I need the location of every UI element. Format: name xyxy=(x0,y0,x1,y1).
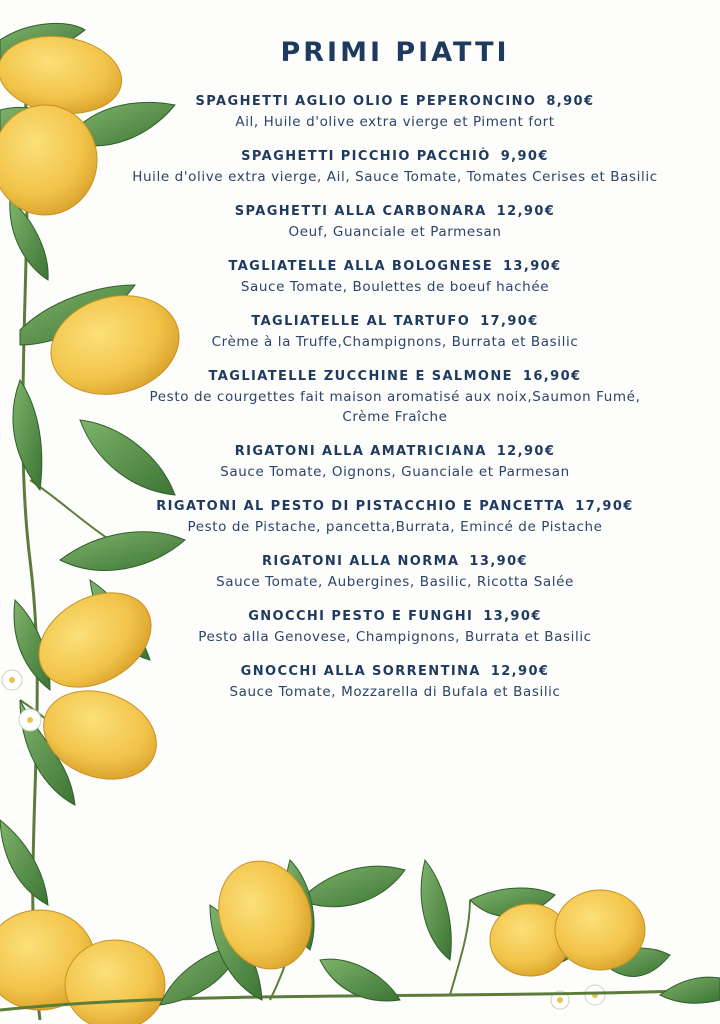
dish-price: 12,90€ xyxy=(496,444,556,459)
menu-item xyxy=(130,607,660,647)
dish-name: RIGATONI ALLA AMATRICIANA xyxy=(234,444,487,459)
menu-item xyxy=(130,552,660,592)
dish-price: 8,90€ xyxy=(546,94,595,109)
dish-name: GNOCCHI PESTO E FUNGHI xyxy=(248,609,474,624)
dish-name: RIGATONI ALLA NORMA xyxy=(261,554,460,569)
dish-heading xyxy=(130,312,660,332)
dish-description: Sauce Tomate, Mozzarella di Bufala et Basilic xyxy=(229,684,561,700)
dish-name: SPAGHETTI ALLA CARBONARA xyxy=(234,204,487,219)
menu-item xyxy=(130,147,660,187)
dish-description: Pesto de courgettes fait maison aromatisé aux noix,Saumon Fumé, Crème Fraîche xyxy=(149,389,641,425)
menu-content xyxy=(130,36,660,717)
dish-heading xyxy=(130,607,660,627)
dish-price: 17,90€ xyxy=(575,499,634,514)
dish-description: Pesto alla Genovese, Champignons, Burrata et Basilic xyxy=(198,629,592,645)
dish-description: Oeuf, Guanciale et Parmesan xyxy=(288,224,502,240)
dish-name: TAGLIATELLE ZUCCHINE E SALMONE xyxy=(208,369,513,384)
dish-name: TAGLIATELLE ALLA BOLOGNESE xyxy=(228,259,494,274)
dish-price: 12,90€ xyxy=(496,204,556,219)
dish-heading xyxy=(130,367,660,387)
menu-item xyxy=(130,442,660,482)
dish-name: RIGATONI AL PESTO DI PISTACCHIO E PANCETTA xyxy=(156,499,566,514)
dish-name: TAGLIATELLE AL TARTUFO xyxy=(251,314,471,329)
dish-description: Pesto de Pistache, pancetta,Burrata, Emincé de Pistache xyxy=(187,519,603,535)
dish-heading xyxy=(130,257,660,277)
dish-price: 9,90€ xyxy=(500,149,549,164)
menu-item xyxy=(130,257,660,297)
dish-heading xyxy=(130,662,660,682)
menu-item xyxy=(130,662,660,702)
dish-price: 12,90€ xyxy=(490,664,550,679)
dish-name: SPAGHETTI PICCHIO PACCHIÒ xyxy=(241,149,491,164)
dish-price: 17,90€ xyxy=(480,314,539,329)
dish-heading xyxy=(130,442,660,462)
dish-description: Sauce Tomate, Boulettes de boeuf hachée xyxy=(240,279,550,295)
menu-item xyxy=(130,367,660,427)
dish-heading xyxy=(130,552,660,572)
menu-item xyxy=(130,202,660,242)
dish-description: Crème à la Truffe,Champignons, Burrata et Basilic xyxy=(211,334,579,350)
menu-title: PRIMI PIATTI xyxy=(280,37,510,68)
dish-name: SPAGHETTI AGLIO OLIO E PEPERONCINO xyxy=(195,94,537,109)
dish-description: Sauce Tomate, Oignons, Guanciale et Parmesan xyxy=(220,464,570,480)
dish-heading xyxy=(130,497,660,517)
dish-price: 13,90€ xyxy=(483,609,542,624)
dish-name: GNOCCHI ALLA SORRENTINA xyxy=(240,664,481,679)
menu-item xyxy=(130,312,660,352)
dish-description: Huile d'olive extra vierge, Ail, Sauce Tomate, Tomates Cerises et Basilic xyxy=(132,169,658,185)
dish-price: 13,90€ xyxy=(469,554,528,569)
menu-item xyxy=(130,92,660,132)
dish-description: Ail, Huile d'olive extra vierge et Piment fort xyxy=(235,114,555,130)
dish-list xyxy=(130,92,660,702)
dish-heading xyxy=(130,92,660,112)
dish-description: Sauce Tomate, Aubergines, Basilic, Ricotta Salée xyxy=(216,574,574,590)
dish-heading xyxy=(130,147,660,167)
dish-heading xyxy=(130,202,660,222)
dish-price: 16,90€ xyxy=(522,369,582,384)
dish-price: 13,90€ xyxy=(502,259,562,274)
menu-item xyxy=(130,497,660,537)
